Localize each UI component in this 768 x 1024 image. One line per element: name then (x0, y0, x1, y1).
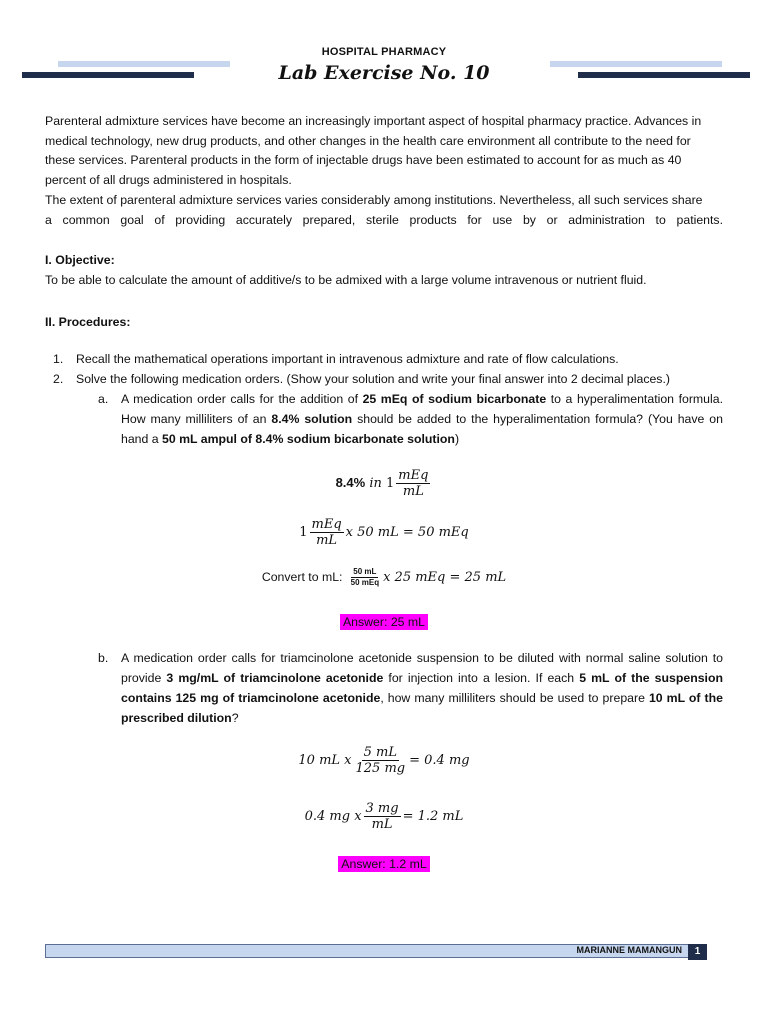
intro-paragraph-2a: The extent of parenteral admixture services varies considerably among institutions. Nevertheless, all such services share (45, 193, 703, 207)
eq-a3-num: 50 mL (353, 567, 377, 576)
answer-a-row (0, 613, 768, 631)
eq-a1-one: 1 (386, 476, 395, 491)
intro-paragraph-1: Parenteral admixture services have become an increasingly important aspect of hospital pharmacy practice. Advances in medical technology, new drug products, and other changes in the health care environment all contribute to the need for these services. Parenteral products in the form of injectable drugs have been estimated to account for as much as 40 percent of all drugs administered in hospitals. (45, 114, 702, 187)
eq-a2-rest: x 50 mL = 50 mEq (345, 525, 469, 540)
equation-b2 (0, 801, 768, 832)
problem-b-bold-1: 3 mg/mL of triamcinolone acetonide (166, 671, 384, 685)
eq-a1-in: in (369, 476, 382, 491)
procedure-item-number: 2. (53, 372, 64, 386)
objective-text: To be able to calculate the amount of additive/s to be admixed with a large volume intravenous or nutrient fluid. (45, 273, 647, 287)
eq-b2-fraction (364, 801, 401, 832)
problem-b-bold-3: 10 mL of the prescribed dilution (121, 691, 724, 725)
header-subtitle: Lab Exercise No. 10 (278, 62, 490, 84)
eq-b1-den: 125 mg (355, 761, 406, 776)
eq-b2-den: mL (371, 817, 393, 832)
eq-a1-den: mL (402, 484, 424, 499)
equation-a1 (0, 468, 768, 499)
problem-a-text-1: A medication order calls for the addition of (121, 392, 363, 406)
problem-a-bold-1: 25 mEq of sodium bicarbonate (362, 392, 547, 406)
problem-b-text-4: ? (231, 711, 239, 725)
eq-a1-lead: 8.4% (335, 475, 366, 490)
eq-a2-num: mEq (311, 517, 342, 532)
header-title: HOSPITAL PHARMACY (321, 46, 447, 58)
problem-a-text-2: to a hyperalimentation formula. How many milliliters of an (121, 392, 723, 426)
problem-a-bold-3: 50 mL ampul of 8.4% sodium bicarbonate solution (162, 432, 455, 446)
eq-a3-rest: x 25 mEq = 25 mL (383, 570, 507, 585)
eq-a3-label: Convert to mL: (261, 570, 343, 584)
eq-b1-fraction (354, 745, 408, 776)
procedure-item-text: Recall the mathematical operations important in intravenous admixture and rate of flow calculations. (76, 352, 619, 366)
eq-a3-den: 50 mEq (350, 578, 380, 587)
objective-heading: I. Objective: (45, 253, 115, 267)
eq-b1-num: 5 mL (363, 745, 397, 760)
footer-author-name: MARIANNE MAMANGUN (576, 945, 682, 955)
procedures-heading: II. Procedures: (45, 315, 131, 329)
eq-b2-num: 3 mg (365, 801, 399, 816)
equation-a2 (0, 517, 768, 548)
eq-a3-fraction (349, 567, 381, 588)
eq-a2-one: 1 (299, 525, 308, 540)
answer-a-highlight: Answer: 25 mL (340, 614, 428, 630)
eq-a2-fraction (310, 517, 344, 548)
intro-paragraph-2b: a common goal of providing accurately prepared, sterile products for use by or administration to patients. (45, 213, 723, 227)
problem-b-text-3: , how many milliliters should be used to prepare (380, 691, 649, 705)
problem-a-text-3: should be added to the hyperalimentation formula? (You have on hand a (121, 412, 723, 446)
problem-b-letter: b. (98, 651, 109, 665)
problem-b-bold-2: 5 mL of the suspension contains 125 mg of triamcinolone acetonide (121, 671, 723, 705)
eq-a1-num: mEq (398, 468, 429, 483)
equation-a3 (0, 567, 768, 588)
problem-a-text (121, 389, 723, 449)
problem-b-text-1: A medication order calls for triamcinolone acetonide suspension to be diluted with normal saline solution to provide (121, 651, 723, 685)
answer-b-highlight: Answer: 1.2 mL (338, 856, 429, 872)
equation-b1 (0, 745, 768, 776)
eq-a2-den: mL (316, 533, 338, 548)
problem-a-text-4: ) (454, 432, 460, 446)
problem-b-text (121, 648, 723, 728)
problem-b-text-2: for injection into a lesion. If each (383, 671, 580, 685)
eq-b2-rest: = 1.2 mL (402, 809, 464, 824)
eq-b2-lead: 0.4 mg x (304, 809, 362, 824)
eq-b1-rest: = 0.4 mg (409, 753, 470, 768)
problem-a-letter: a. (98, 392, 109, 406)
problem-a-bold-2: 8.4% solution (271, 412, 353, 426)
eq-b1-lead: 10 mL x (298, 753, 352, 768)
answer-b-row (0, 855, 768, 873)
procedure-item-number: 1. (53, 352, 64, 366)
procedure-item-text: Solve the following medication orders. (Show your solution and write your final answer into 2 decimal places.) (76, 372, 670, 386)
footer-page-number: 1 (688, 944, 707, 960)
eq-a1-fraction (396, 468, 430, 499)
